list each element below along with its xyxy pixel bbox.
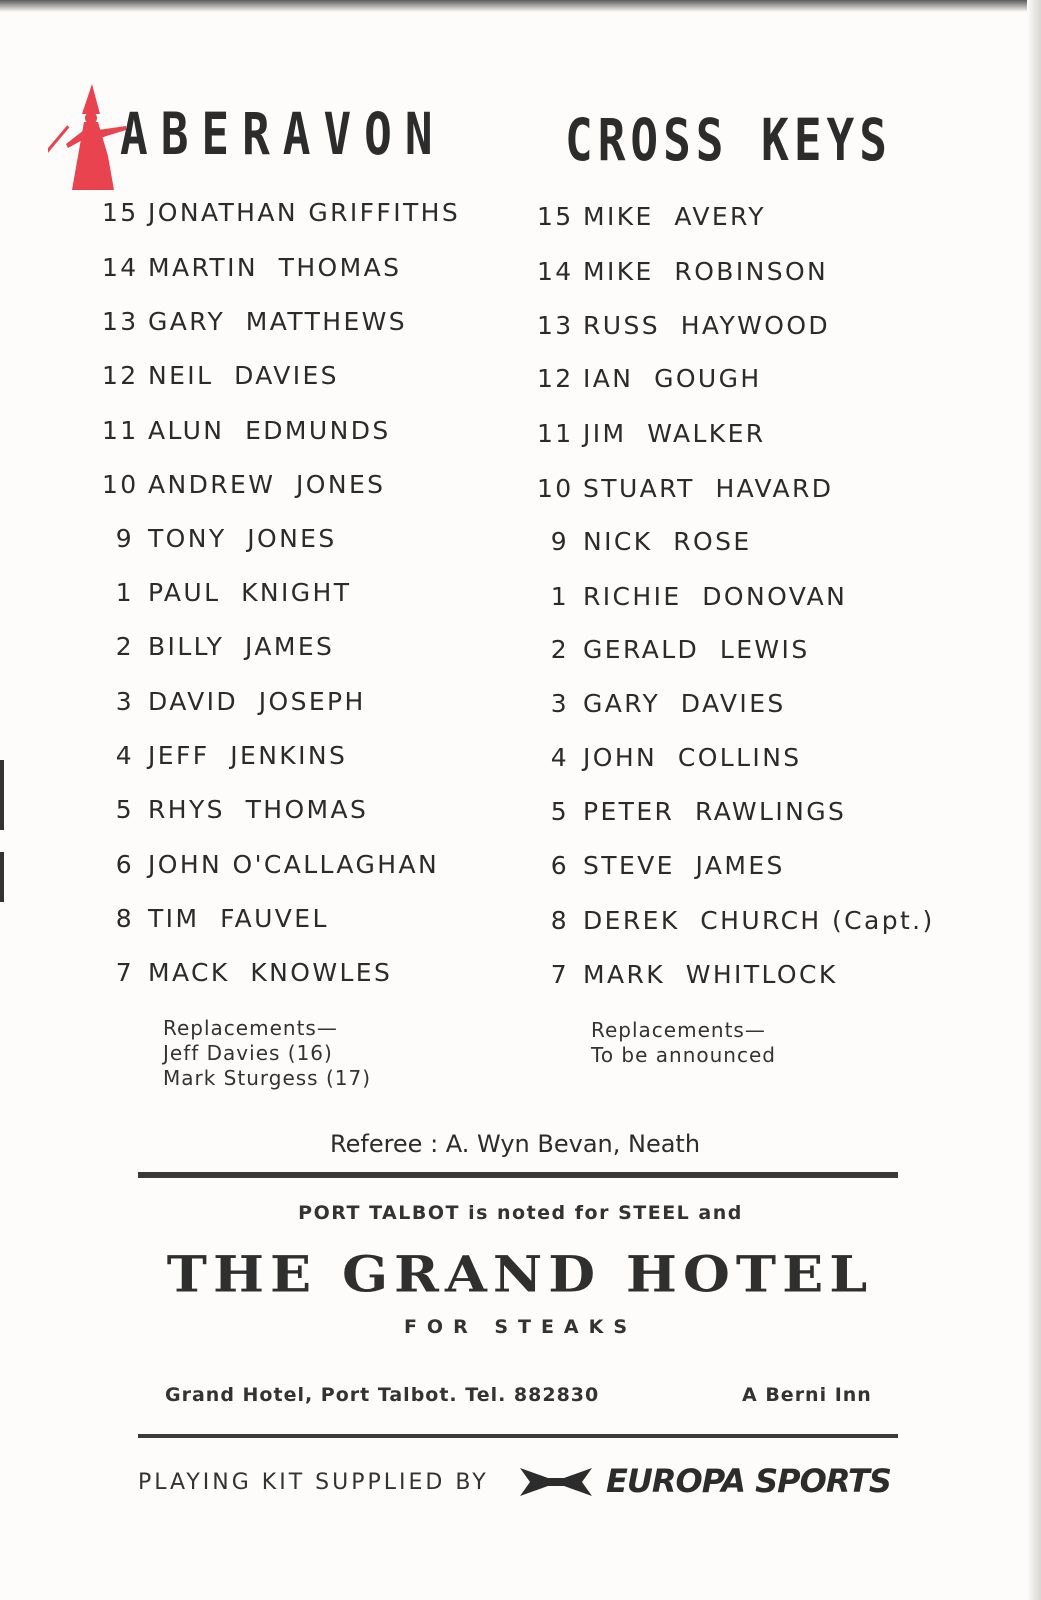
player-number: 9 [550, 527, 569, 556]
player-number: 2 [115, 632, 134, 661]
player-name: NEIL DAVIES [148, 361, 339, 390]
player-name: MIKE AVERY [583, 202, 766, 231]
player-number: 14 [537, 257, 574, 286]
player-name: PAUL KNIGHT [148, 578, 352, 607]
player-row [102, 632, 334, 661]
advert-tagline: PORT TALBOT is noted for STEEL and [298, 1202, 743, 1224]
player-row [537, 474, 833, 503]
player-row [102, 307, 407, 336]
player-name: MARK WHITLOCK [583, 960, 838, 989]
player-name: IAN GOUGH [583, 364, 762, 393]
player-name: RHYS THOMAS [148, 795, 369, 824]
player-number: 1 [550, 582, 569, 611]
player-name: ALUN EDMUNDS [148, 416, 391, 445]
referee-line: Referee : A. Wyn Bevan, Neath [330, 1130, 701, 1158]
player-row [537, 635, 810, 664]
player-row [102, 795, 368, 824]
kit-supplier-text: PLAYING KIT SUPPLIED BY [138, 1470, 489, 1495]
player-name: TIM FAUVEL [148, 904, 329, 933]
player-number: 6 [550, 851, 569, 880]
player-number: 3 [115, 687, 134, 716]
cross-keys-replacements [591, 1018, 776, 1068]
player-number: 3 [550, 689, 569, 718]
player-number: 7 [115, 958, 134, 987]
player-row [102, 198, 460, 227]
player-name: NICK ROSE [583, 527, 752, 556]
player-name: TONY JONES [148, 524, 337, 553]
player-row [102, 904, 329, 933]
player-row [102, 253, 401, 282]
advert-subline: FOR STEAKS [403, 1316, 638, 1338]
player-row [102, 958, 392, 987]
player-row [537, 257, 828, 286]
player-number: 13 [537, 311, 574, 340]
player-name: RICHIE DONOVAN [583, 582, 848, 611]
page-right-edge [1027, 0, 1041, 1600]
divider [138, 1172, 898, 1178]
advert-address: Grand Hotel, Port Talbot. Tel. 882830 [165, 1384, 600, 1406]
player-name: DEREK CHURCH (Capt.) [583, 906, 935, 935]
advert-hotel-name: THE GRAND HOTEL [166, 1244, 874, 1304]
player-row [102, 741, 347, 770]
player-row [537, 419, 766, 448]
player-number: 1 [115, 578, 134, 607]
player-number: 11 [102, 416, 139, 445]
player-name: JOHN O'CALLAGHAN [148, 850, 440, 879]
player-number: 4 [115, 741, 134, 770]
player-number: 15 [102, 198, 139, 227]
player-row [537, 527, 752, 556]
player-name: GERALD LEWIS [583, 635, 810, 664]
player-row [102, 416, 391, 445]
player-name: JIM WALKER [583, 419, 766, 448]
player-number: 4 [550, 743, 569, 772]
player-row [537, 797, 846, 826]
replacement-entry: To be announced [591, 1043, 776, 1067]
player-number: 6 [115, 850, 134, 879]
player-name: JEFF JENKINS [148, 741, 348, 770]
team-title-cross-keys: CROSS KEYS [565, 106, 892, 174]
player-name: GARY MATTHEWS [148, 307, 408, 336]
player-name: MACK KNOWLES [148, 958, 393, 987]
player-row [102, 687, 366, 716]
replacement-entry: Jeff Davies (16) [163, 1041, 333, 1065]
replacement-entry: Mark Sturgess (17) [163, 1066, 372, 1090]
player-row [537, 311, 830, 340]
player-row [102, 361, 339, 390]
player-number: 12 [102, 361, 139, 390]
player-row [537, 582, 847, 611]
europa-sports-brand: EUROPA SPORTS [606, 1462, 891, 1500]
player-name: MARTIN THOMAS [148, 253, 402, 282]
binding-mark [0, 852, 4, 902]
player-number: 14 [102, 253, 139, 282]
player-number: 15 [537, 202, 574, 231]
advert-brand: A Berni Inn [742, 1384, 872, 1406]
player-row [102, 578, 351, 607]
player-name: RUSS HAYWOOD [583, 311, 831, 340]
player-row [537, 906, 935, 935]
replacements-heading: Replacements— [591, 1018, 766, 1042]
player-number: 9 [115, 524, 134, 553]
player-row [102, 470, 385, 499]
player-number: 7 [550, 960, 569, 989]
divider [138, 1434, 898, 1438]
player-name: STUART HAVARD [583, 474, 834, 503]
player-name: GARY DAVIES [583, 689, 786, 718]
player-row [102, 850, 439, 879]
binding-mark [0, 760, 4, 830]
player-row [102, 524, 337, 553]
aberavon-wizard-logo-icon [48, 84, 130, 194]
player-number: 5 [550, 797, 569, 826]
aberavon-replacements [163, 1016, 371, 1091]
player-row [537, 743, 802, 772]
player-number: 11 [537, 419, 574, 448]
player-name: MIKE ROBINSON [583, 257, 829, 286]
player-row [537, 851, 785, 880]
replacements-heading: Replacements— [163, 1016, 338, 1040]
player-name: JOHN COLLINS [583, 743, 802, 772]
player-name: PETER RAWLINGS [583, 797, 847, 826]
team-title-aberavon: ABERAVON [120, 100, 446, 168]
player-name: STEVE JAMES [583, 851, 785, 880]
player-row [537, 364, 762, 393]
player-number: 10 [102, 470, 139, 499]
player-number: 2 [550, 635, 569, 664]
player-name: BILLY JAMES [148, 632, 335, 661]
europa-logo-icon [520, 1464, 592, 1500]
player-name: DAVID JOSEPH [148, 687, 366, 716]
player-number: 12 [537, 364, 574, 393]
player-number: 10 [537, 474, 574, 503]
player-row [537, 202, 766, 231]
player-row [537, 960, 838, 989]
player-number: 5 [115, 795, 134, 824]
player-row [537, 689, 786, 718]
player-number: 8 [550, 906, 569, 935]
player-name: ANDREW JONES [148, 470, 386, 499]
page-top-edge [0, 0, 1041, 12]
player-number: 13 [102, 307, 139, 336]
player-number: 8 [115, 904, 134, 933]
player-name: JONATHAN GRIFFITHS [148, 198, 461, 227]
